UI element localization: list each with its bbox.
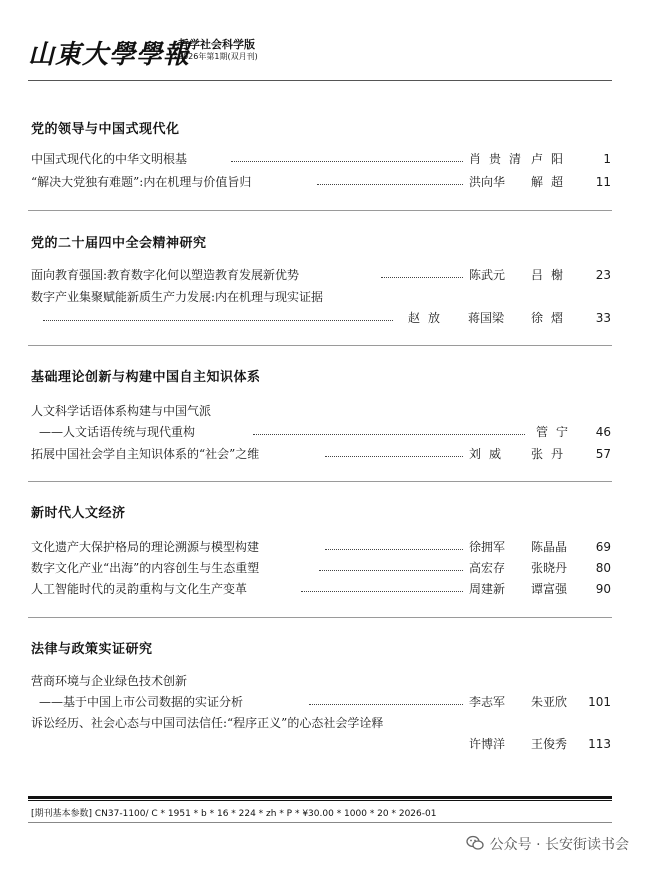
- toc-entry[interactable]: [31, 150, 611, 168]
- toc-entry[interactable]: [31, 288, 611, 306]
- journal-basic-params: [期刊基本参数] CN37-1100/ C * 1951 * b * 16 * 224 * zh * P * ¥30.00 * 1000 * 20 * 2026-01: [31, 809, 437, 819]
- masthead: [28, 28, 628, 76]
- watermark: [466, 834, 629, 855]
- toc-entry-subtitle[interactable]: [31, 693, 611, 711]
- article-title: 数字文化产业“出海”的内容创生与生态重塑: [31, 561, 260, 575]
- article-title: 面向教育强国:教育数字化何以塑造教育发展新优势: [31, 268, 300, 282]
- author: 洪向华: [469, 175, 506, 189]
- article-title: 拓展中国社会学自主知识体系的“社会”之维: [31, 447, 260, 461]
- masthead-rule: [28, 80, 612, 81]
- dot-leader: [43, 320, 393, 321]
- author: 李志军: [469, 695, 506, 709]
- dot-leader: [231, 161, 463, 162]
- toc-entry-subtitle[interactable]: [31, 423, 611, 441]
- toc-entry[interactable]: [31, 580, 611, 598]
- toc-entry[interactable]: [31, 445, 611, 463]
- article-title: 数字产业集聚赋能新质生产力发展:内在机理与现实证据: [31, 290, 324, 304]
- author: 管宁: [536, 425, 577, 439]
- author: 许博洋: [469, 737, 506, 751]
- toc-entry[interactable]: [31, 538, 611, 556]
- edition-info: [178, 38, 258, 62]
- section-rule: [28, 345, 612, 346]
- section-rule: [28, 210, 612, 211]
- dot-leader: [317, 184, 463, 185]
- author: 卢阳: [531, 152, 572, 166]
- toc-entry-continued[interactable]: [31, 309, 611, 327]
- section-rule: [28, 481, 612, 482]
- page-number: 46: [595, 425, 611, 439]
- author: 肖贵清: [469, 152, 530, 166]
- author: 高宏存: [469, 561, 506, 575]
- article-title: 营商环境与企业绿色技术创新: [31, 674, 188, 688]
- toc-entry-continued[interactable]: [31, 735, 611, 753]
- dot-leader: [381, 277, 463, 278]
- author: 张丹: [531, 447, 572, 461]
- dot-leader: [325, 549, 463, 550]
- page-number: 101: [588, 695, 611, 709]
- section-title: 党的二十届四中全会精神研究: [31, 236, 207, 251]
- author: 陈晶晶: [531, 540, 568, 554]
- author: 赵放: [408, 311, 449, 325]
- article-title: 中国式现代化的中华文明根基: [31, 152, 188, 166]
- dot-leader: [319, 570, 463, 571]
- author: 徐熠: [531, 311, 572, 325]
- page-number: 57: [595, 447, 611, 461]
- author: 周建新: [469, 582, 506, 596]
- page-number: 80: [595, 561, 611, 575]
- author: 王俊秀: [531, 737, 568, 751]
- page-number: 1: [603, 152, 611, 166]
- dot-leader: [325, 456, 463, 457]
- watermark-text: 公众号 · 长安街读书会: [489, 837, 629, 853]
- footer-rule-thin: [28, 800, 612, 801]
- page-number: 113: [588, 737, 611, 751]
- page-number: 69: [595, 540, 611, 554]
- author: 徐拥军: [469, 540, 506, 554]
- article-title: 人文科学话语体系构建与中国气派: [31, 404, 212, 418]
- section-title: 党的领导与中国式现代化: [31, 122, 180, 137]
- author: 陈武元: [469, 268, 506, 282]
- page-number: 33: [595, 311, 611, 325]
- dot-leader: [309, 704, 463, 705]
- dot-leader: [301, 591, 463, 592]
- article-subtitle: ——基于中国上市公司数据的实证分析: [39, 695, 244, 709]
- page-number: 90: [595, 582, 611, 596]
- section-title: 法律与政策实证研究: [31, 642, 153, 657]
- footer-rule-thick: [28, 796, 612, 799]
- author: 朱亚欣: [531, 695, 568, 709]
- toc-entry[interactable]: [31, 266, 611, 284]
- journal-logo: 山東大學學報: [28, 40, 191, 70]
- author: 谭富强: [531, 582, 568, 596]
- author: 张晓丹: [531, 561, 568, 575]
- toc-entry[interactable]: [31, 672, 611, 690]
- toc-entry[interactable]: [31, 559, 611, 577]
- section-title: 基础理论创新与构建中国自主知识体系: [31, 370, 261, 385]
- article-title: 诉讼经历、社会心态与中国司法信任:“程序正义”的心态社会学诠释: [31, 716, 384, 730]
- article-title: “解决大党独有难题”:内在机理与价值旨归: [31, 175, 252, 189]
- section-title: 新时代人文经济: [31, 506, 126, 521]
- edition-line2: 2026年第1期(双月刊): [178, 52, 258, 61]
- author: 吕榭: [531, 268, 572, 282]
- page-number: 23: [595, 268, 611, 282]
- article-title: 文化遗产大保护格局的理论溯源与模型构建: [31, 540, 260, 554]
- author: 解超: [531, 175, 572, 189]
- article-title: 人工智能时代的灵韵重构与文化生产变革: [31, 582, 248, 596]
- dot-leader: [253, 434, 525, 435]
- article-subtitle: ——人文话语传统与现代重构: [39, 425, 196, 439]
- edition-line1: 哲学社会科学版: [178, 38, 255, 51]
- author: 刘威: [469, 447, 510, 461]
- toc-entry[interactable]: [31, 714, 611, 732]
- toc-entry[interactable]: [31, 402, 611, 420]
- section-rule: [28, 617, 612, 618]
- page-number: 11: [595, 175, 611, 189]
- author: 蒋国梁: [468, 311, 505, 325]
- footer-rule-bottom: [28, 822, 612, 823]
- wechat-icon: [466, 835, 484, 855]
- toc-entry[interactable]: [31, 173, 611, 191]
